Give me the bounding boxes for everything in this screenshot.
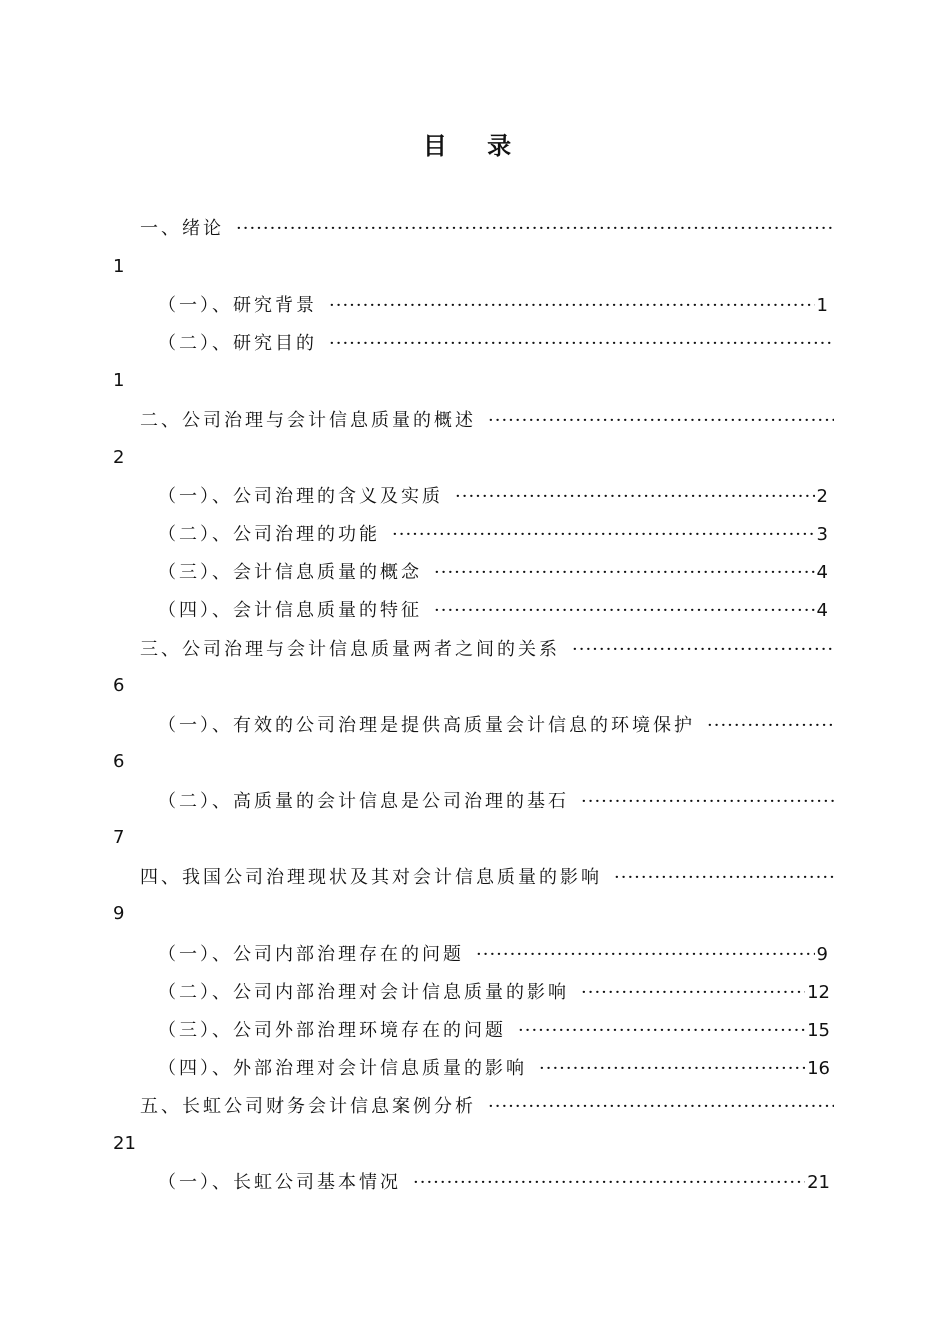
toc-entry[interactable] — [158, 291, 828, 317]
toc-entry-page: 9 — [113, 903, 125, 924]
toc-entry-page: 3 — [816, 524, 828, 545]
toc-entry[interactable] — [158, 978, 830, 1004]
dot-leader — [392, 524, 815, 545]
toc-entry-page: 6 — [113, 675, 125, 696]
dot-leader — [329, 295, 815, 316]
toc-entry[interactable] — [140, 635, 834, 661]
toc-entry[interactable] — [158, 711, 834, 737]
dot-leader — [614, 867, 834, 888]
toc-entry-page: 6 — [113, 751, 125, 772]
dot-leader — [539, 1058, 805, 1079]
dot-leader — [434, 600, 815, 621]
toc-entry-label: （二）、公司治理的功能 — [158, 524, 380, 545]
toc-entry[interactable] — [140, 214, 834, 240]
toc-entry-label: （三）、公司外部治理环境存在的问题 — [158, 1020, 506, 1041]
toc-entry[interactable] — [158, 1168, 830, 1194]
toc-entry-page: 1 — [113, 370, 125, 391]
toc-entry-label: （二）、公司内部治理对会计信息质量的影响 — [158, 982, 569, 1003]
dot-leader — [488, 410, 834, 431]
toc-entry-label: （一）、长虹公司基本情况 — [158, 1172, 401, 1193]
toc-entry-page: 4 — [816, 600, 828, 621]
toc-entry[interactable] — [158, 787, 834, 813]
toc-entry-label: （二）、研究目的 — [158, 333, 317, 354]
toc-entry-label: 二、公司治理与会计信息质量的概述 — [140, 410, 476, 431]
toc-entry[interactable] — [158, 940, 828, 966]
toc-entry-page: 9 — [816, 944, 828, 965]
toc-entry[interactable] — [158, 596, 828, 622]
dot-leader — [455, 486, 815, 507]
toc-entry-page: 2 — [816, 486, 828, 507]
toc-entry-label: 四、我国公司治理现状及其对会计信息质量的影响 — [140, 867, 602, 888]
toc-entry-label: 五、长虹公司财务会计信息案例分析 — [140, 1096, 476, 1117]
toc-title: 目 录 — [422, 131, 528, 160]
toc-entry-page: 1 — [816, 295, 828, 316]
toc-entry-page: 21 — [807, 1172, 830, 1193]
dot-leader — [581, 982, 805, 1003]
toc-entry-label: （一）、有效的公司治理是提供高质量会计信息的环境保护 — [158, 715, 695, 736]
toc-entry-label: 一、绪论 — [140, 218, 224, 239]
toc-entry[interactable] — [158, 520, 828, 546]
toc-entry-label: （四）、会计信息质量的特征 — [158, 600, 422, 621]
toc-entry-page: 12 — [807, 982, 830, 1003]
toc-entry-label: （一）、研究背景 — [158, 295, 317, 316]
dot-leader — [236, 218, 834, 239]
toc-entry-label: （三）、会计信息质量的概念 — [158, 562, 422, 583]
toc-entry[interactable] — [158, 329, 834, 355]
dot-leader — [413, 1172, 805, 1193]
toc-entry-label: 三、公司治理与会计信息质量两者之间的关系 — [140, 639, 560, 660]
toc-entry[interactable] — [158, 1054, 830, 1080]
dot-leader — [572, 639, 834, 660]
dot-leader — [581, 791, 834, 812]
toc-entry-label: （一）、公司治理的含义及实质 — [158, 486, 443, 507]
toc-entry[interactable] — [158, 482, 828, 508]
toc-entry-label: （四）、外部治理对会计信息质量的影响 — [158, 1058, 527, 1079]
toc-entry-page: 16 — [807, 1058, 830, 1079]
dot-leader — [488, 1096, 834, 1117]
toc-entry-page: 1 — [113, 256, 125, 277]
toc-entry[interactable] — [158, 558, 828, 584]
dot-leader — [434, 562, 815, 583]
toc-entry-page: 4 — [816, 562, 828, 583]
toc-entry[interactable] — [140, 863, 834, 889]
dot-leader — [707, 715, 834, 736]
dot-leader — [476, 944, 815, 965]
toc-entry[interactable] — [158, 1016, 830, 1042]
dot-leader — [518, 1020, 805, 1041]
toc-entry[interactable] — [140, 1092, 834, 1118]
toc-entry[interactable] — [140, 406, 834, 432]
dot-leader — [329, 333, 834, 354]
toc-entry-label: （一）、公司内部治理存在的问题 — [158, 944, 464, 965]
toc-entry-page: 2 — [113, 447, 125, 468]
toc-entry-label: （二）、高质量的会计信息是公司治理的基石 — [158, 791, 569, 812]
toc-entry-page: 15 — [807, 1020, 830, 1041]
toc-entry-page: 21 — [113, 1133, 136, 1154]
toc-entry-page: 7 — [113, 827, 125, 848]
